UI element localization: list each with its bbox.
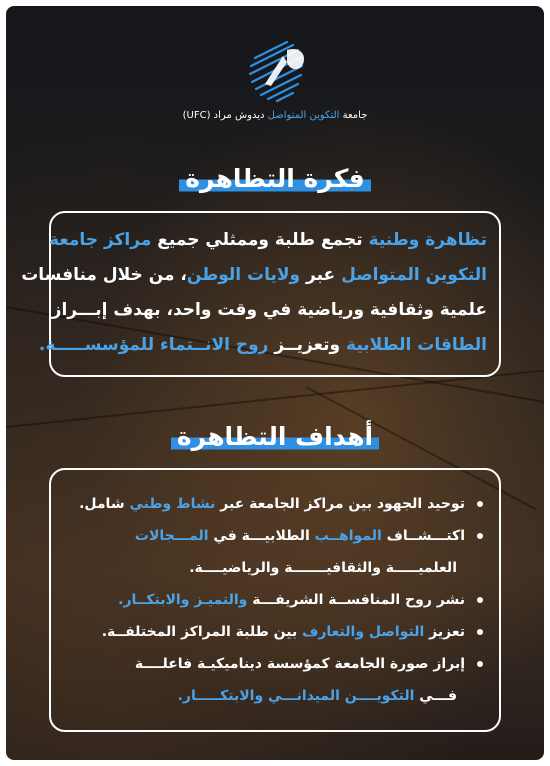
text-segment: اكتـــشــاف [381,528,465,544]
highlight-text: التواصل والتعارف [302,624,425,640]
goal-line [65,680,465,712]
goals-box [49,468,501,732]
bullet-icon [477,533,483,539]
goals-section-title [6,422,544,452]
text-segment: تجمع طلبة وممثلي جميع [151,230,369,250]
text-segment: توحيد الجهود بين مراكز الجامعة عبر [215,496,465,512]
idea-title-text: فكرة التظاهرة [179,164,370,194]
goal-line [65,616,465,648]
highlight-text: المواهــب [314,528,382,544]
text-segment: تعزيز [424,624,465,640]
goal-line [65,552,465,584]
highlight-text: ولايات الوطن [186,265,301,285]
goal-item [65,616,485,648]
text-segment: بين طلبة المراكز المختلفــة. [101,624,303,640]
text-segment: الطلابيـــة في [208,528,315,544]
goal-line [65,520,465,552]
idea-line [38,328,487,363]
university-name-highlight: التكوين المتواصل [267,110,340,121]
text-segment: عبر [300,265,342,285]
highlight-text: مراكز جامعة [48,230,152,250]
goal-item [65,488,485,520]
university-name-suffix: ديدوش مراد (UFC) [182,110,268,121]
highlight-text: والتميـز والابتكــار. [118,592,248,608]
text-segment: ، من خلال منافسات [21,265,187,285]
highlight-text: التكوين المتواصل [341,265,487,285]
university-logo-icon [241,36,311,106]
text-segment: فـــي [414,688,457,704]
university-name-prefix: جامعة [339,110,368,121]
bullet-icon [477,661,483,667]
highlight-text: روح الانــتماء للمؤسســـــة. [38,335,269,355]
goals-title-text: أهداف التظاهرة [171,422,379,452]
idea-paragraph [21,223,487,363]
bullet-icon [477,629,483,635]
goal-item [65,584,485,616]
highlight-text: الطاقات الطلابية [346,335,487,355]
idea-line [51,293,487,328]
idea-line [48,223,487,258]
highlight-text: وطنية [368,230,420,250]
highlight-text: التكويــــن الميدانـــي والابتكـــــار. [177,688,415,704]
highlight-text: المـــجالات [134,528,209,544]
text-segment: شامل. [79,496,130,512]
text-segment: إبراز صورة الجامعة كمؤسسة ديناميكيـة فاعلــــة [134,656,465,672]
bullet-icon [477,501,483,507]
bullet-icon [477,597,483,603]
poster [6,6,544,760]
text-segment: وتعزيــز [268,335,347,355]
idea-box [21,211,501,377]
idea-line [21,258,487,293]
text-segment: علمية وثقافية ورياضية في وقت واحد، بهدف إبـــراز [51,300,487,320]
goal-line [65,488,465,520]
goals-list [65,488,485,712]
highlight-text: تظاهرة [419,230,487,250]
highlight-text: نشاط وطني [129,496,216,512]
goal-item [65,648,485,712]
idea-section-title [6,164,544,194]
goal-line [65,584,465,616]
text-segment: نشر روح المنافســة الشريفـــة [247,592,465,608]
goal-line [65,648,465,680]
text-segment: العلميـــــة والثقافيـــــــة والرياضيــــة. [189,560,457,576]
goal-item [65,520,485,584]
university-name [6,110,544,121]
